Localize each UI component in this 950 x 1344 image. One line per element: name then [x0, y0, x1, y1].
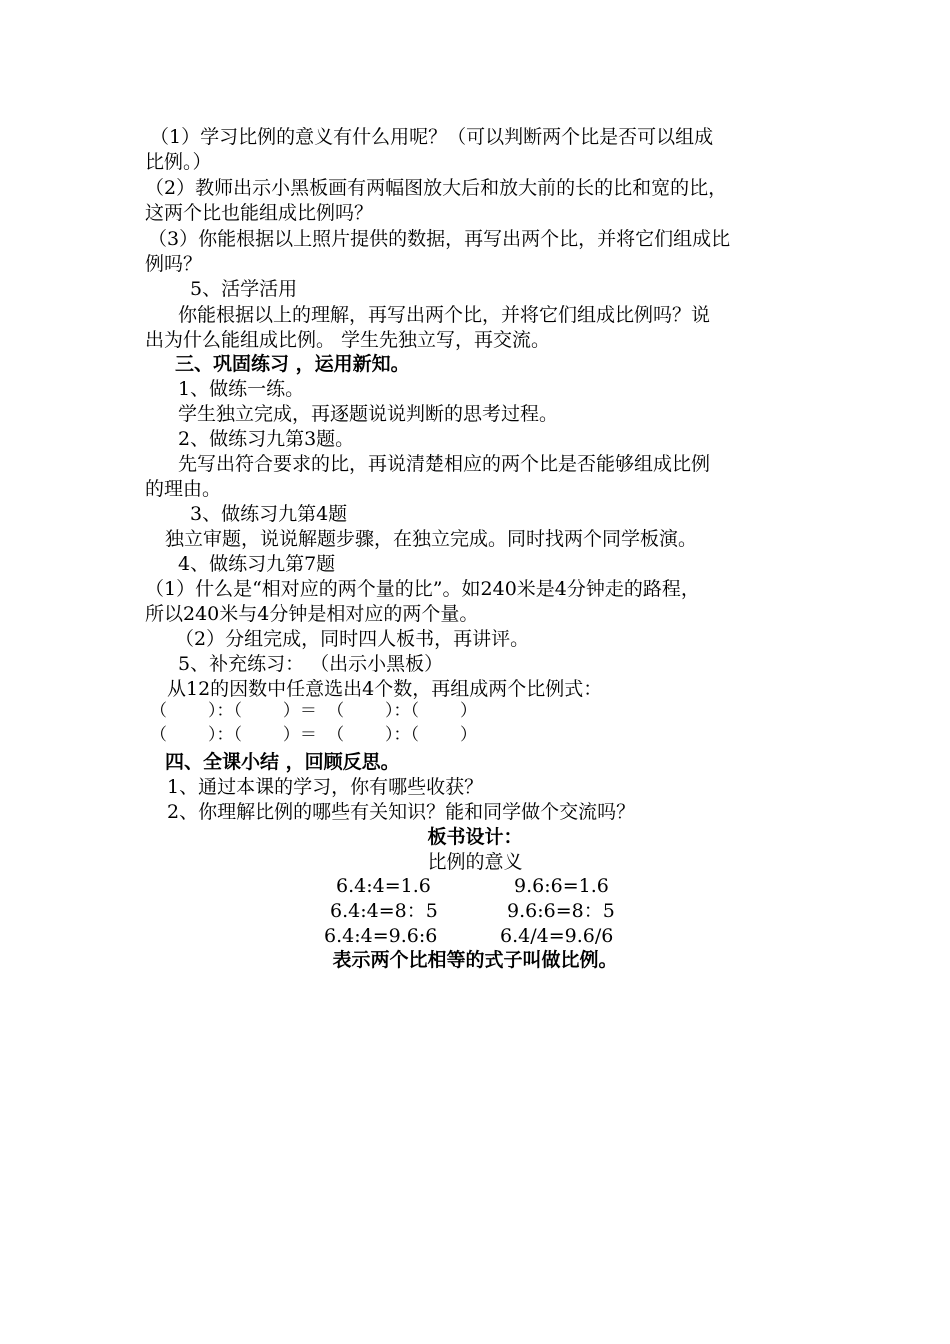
reflection-1: 1、通过本课的学习，你有哪些收获？: [167, 776, 484, 798]
practice-5: 5、补充练习： （出示小黑板）: [178, 653, 444, 675]
practice-4-desc-2: 所以240米与4分钟是相对应的两个量。: [145, 603, 479, 625]
board-formula-2-left: 6.4:4=8：5: [330, 900, 438, 922]
section-3-heading: 三、巩固练习 ，运用新知。: [175, 353, 410, 375]
question-3-line-2: 例吗？: [145, 253, 203, 275]
proportion-blank-row-1: （ ）：（ ）＝ （ ）：（ ）: [150, 701, 477, 721]
practice-3: 3、做练习九第4题: [190, 503, 348, 525]
board-formula-3-right: 6.4/4=9.6/6: [500, 925, 614, 947]
practice-2-desc-1: 先写出符合要求的比，再说清楚相应的两个比是否能够组成比例: [178, 453, 711, 475]
question-3-line-1: （3）你能根据以上照片提供的数据，再写出两个比，并将它们组成比: [148, 228, 731, 250]
proportion-blank-row-2: （ ）：（ ）＝ （ ）：（ ）: [150, 725, 477, 745]
question-2-line-2: 这两个比也能组成比例吗？: [145, 202, 374, 224]
practice-4: 4、做练习九第7题: [178, 553, 336, 575]
practice-1: 1、做练一练。: [178, 378, 305, 400]
practice-4-desc-1: （1）什么是“相对应的两个量的比”。如240米是4分钟走的路程，: [145, 578, 700, 600]
practice-2: 2、做练习九第3题。: [178, 428, 355, 450]
question-2-line-1: （2）教师出示小黑板画有两幅图放大后和放大前的长的比和宽的比，: [145, 177, 728, 199]
practice-2-desc-2: 的理由。: [145, 478, 222, 500]
reflection-2: 2、你理解比例的哪些有关知识？能和同学做个交流吗？: [167, 801, 636, 823]
section-5-heading: 5、活学活用: [190, 278, 298, 300]
practice-4-desc-3: （2）分组完成，同时四人板书，再讲评。: [175, 628, 530, 650]
practice-1-desc: 学生独立完成，再逐题说说判断的思考过程。: [178, 403, 559, 425]
board-formula-3-left: 6.4:4=9.6:6: [324, 925, 438, 947]
board-design-heading: 板书设计：: [427, 826, 523, 848]
board-formula-1-left: 6.4:4=1.6: [336, 875, 431, 897]
section-5-line-1: 你能根据以上的理解，再写出两个比，并将它们组成比例吗？说: [178, 304, 711, 326]
question-1-line-1: （1）学习比例的意义有什么用呢？（可以判断两个比是否可以组成: [150, 126, 714, 148]
board-title: 比例的意义: [427, 851, 523, 873]
section-4-heading: 四、全课小结 ，回顾反思。: [165, 751, 400, 773]
section-5-line-2: 出为什么能组成比例。 学生先独立写，再交流。: [145, 329, 551, 351]
practice-3-desc: 独立审题，说说解题步骤，在独立完成。同时找两个同学板演。: [165, 528, 698, 550]
question-1-line-2: 比例。）: [145, 151, 212, 173]
board-formula-2-right: 9.6:6=8：5: [507, 900, 615, 922]
board-formula-1-right: 9.6:6=1.6: [514, 875, 609, 897]
board-conclusion: 表示两个比相等的式子叫做比例。: [332, 949, 618, 971]
practice-5-desc: 从12的因数中任意选出4个数，再组成两个比例式：: [167, 678, 603, 700]
